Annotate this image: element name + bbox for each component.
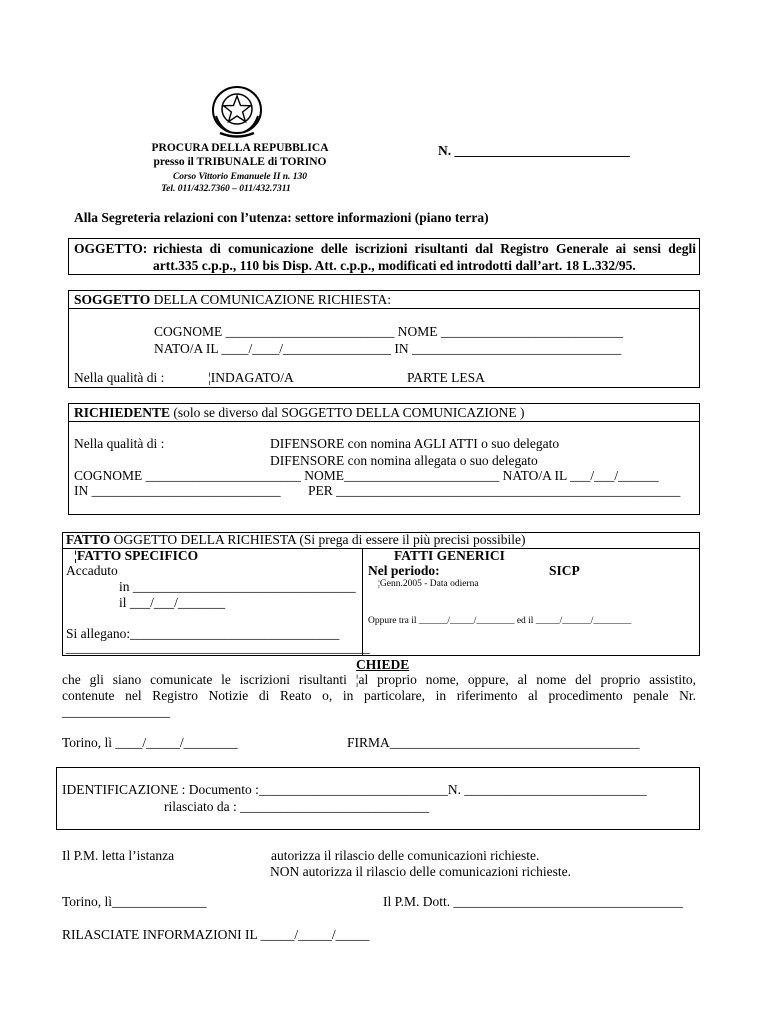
office-title: PROCURA DELLA REPUBBLICA [151,142,329,154]
pm-dott-field[interactable]: Il P.M. Dott. __________________________________ [383,894,684,909]
difensore-agli-atti-checkbox[interactable]: DIFENSORE con nomina AGLI ATTI o suo delegato [270,436,560,451]
parte-lesa-checkbox[interactable]: PARTE LESA [407,370,485,385]
identificazione-documento-field[interactable]: IDENTIFICAZIONE : Documento :____________________________N. ___________________________ [62,782,647,797]
oggetto-line2: artt.335 c.p.p., 110 bis Disp. Att. c.p.p., modificati ed introdotti dall’art. 18 L.332/95. [153,258,636,273]
accaduto-label: Accaduto [66,563,118,578]
pm-letta-istanza: Il P.M. letta l’istanza [62,848,175,863]
office-subtitle: presso il TRIBUNALE di TORINO [153,156,327,168]
genn-2005-checkbox[interactable]: ¦Genn.2005 - Data odierna [378,579,479,589]
richiedente-in-field[interactable]: IN ____________________________ [74,483,281,498]
oppure-range-field[interactable]: Oppure tra il ______/_____/________ ed il _____/______/________ [368,616,632,626]
firma-field[interactable]: FIRMA_____________________________________ [347,735,640,750]
addressee: Alla Segreteria relazioni con l’utenza: settore informazioni (piano terra) [74,210,489,225]
non-autorizza-option[interactable]: NON autorizza il rilascio delle comunicazioni richieste. [270,864,572,879]
protocol-number-field[interactable]: N. __________________________ [438,143,630,158]
soggetto-qualita-label: Nella qualità di : [74,370,165,385]
italian-republic-emblem [208,84,266,140]
rilasciate-informazioni-field[interactable]: RILASCIATE INFORMAZIONI IL _____/_____/_____ [62,927,370,942]
allegano-field-continued[interactable]: _____________________________________________ [66,640,370,655]
richiedente-cognome-field[interactable]: COGNOME _______________________ NOME_______________________ NATO/A IL ___/___/______ [74,468,659,483]
periodo-label: Nel periodo: [368,563,440,578]
soggetto-title: SOGGETTO DELLA COMUNICAZIONE RICHIESTA: [74,292,392,307]
soggetto-cognome-nome-field[interactable]: COGNOME _________________________ NOME ___________________________ [154,324,624,339]
richiedente-title: RICHIEDENTE (solo se diverso dal SOGGETTO DELLA COMUNICAZIONE ) [74,405,525,420]
oggetto-label: OGGETTO: [74,241,148,256]
fatto-title: FATTO OGGETTO DELLA RICHIESTA (Si prega di essere il più precisi possibile) [66,532,526,547]
procedimento-number-field[interactable]: ________________ [62,704,170,719]
office-address: Corso Vittorio Emanuele II n. 130 [172,172,308,182]
soggetto-nato-field[interactable]: NATO/A IL ____/____/________________ IN _______________________________ [154,341,622,356]
autorizza-option[interactable]: autorizza il rilascio delle comunicazioni richieste. [271,848,540,863]
sicp-label: SICP [549,563,580,578]
accaduto-in-field[interactable]: in _________________________________ [119,579,356,594]
office-phone: Tel. 011/432.7360 – 011/432.7311 [161,184,291,194]
rilasciato-da-field[interactable]: rilasciato da : ____________________________ [164,799,430,814]
richiedente-qualita-label: Nella qualità di : [74,436,165,451]
difensore-allegata-checkbox[interactable]: DIFENSORE con nomina allegata o suo delegato [270,453,538,468]
allegano-field[interactable]: Si allegano:_______________________________ [66,626,340,641]
chiede-title: CHIEDE [356,657,410,672]
fatti-generici-title: FATTI GENERICI [394,548,505,563]
oggetto-line1: richiesta di comunicazione delle iscrizioni risultanti dal Registro Generale ai sensi degli [153,241,696,256]
fatto-specifico-checkbox[interactable]: ¦FATTO SPECIFICO [74,548,199,563]
accaduto-il-field[interactable]: il ___/___/_______ [119,595,226,610]
indagato-checkbox[interactable]: ¦INDAGATO/A [208,370,294,385]
chiede-line2: contenute nel Registro Notizie di Reato o, in particolare, in riferimento al procedimento penale Nr. [62,688,696,703]
chiede-line1: che gli siano comunicate le iscrizioni risultanti ¦al proprio nome, oppure, al nome del proprio assistito, [62,672,696,687]
pm-date-field[interactable]: Torino, lì______________ [62,894,207,909]
request-date-field[interactable]: Torino, lì ____/_____/________ [62,735,238,750]
richiedente-per-field[interactable]: PER ___________________________________________________ [308,483,681,498]
